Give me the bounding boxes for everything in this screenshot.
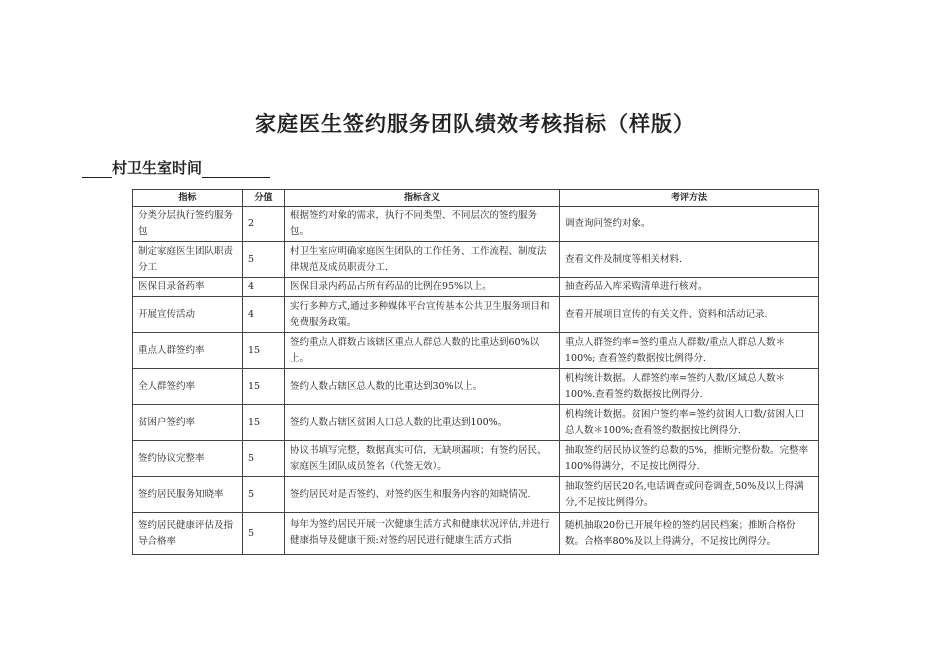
village-label: 村卫生室 [112,159,173,177]
score-cell: 15 [243,405,285,441]
table-row [133,477,819,513]
score-cell: 15 [243,333,285,369]
meaning-cell: 实行多种方式,通过多种媒体平台宣传基本公共卫生服务项目和免费服务政策。 [285,297,560,333]
score-cell: 4 [243,297,285,333]
table-row [133,369,819,405]
table-row [133,513,819,555]
meaning-cell: 签约重点人群数占该辖区重点人群总人数的比重达到60%以上。 [285,333,560,369]
table-row [133,405,819,441]
indicator-cell: 签约居民服务知晓率 [133,477,243,513]
score-cell: 5 [243,513,285,555]
meaning-cell: 签约人数占辖区贫困人口总人数的比重达到100%。 [285,405,560,441]
indicator-cell: 医保目录备药率 [133,278,243,297]
meaning-cell: 签约居民对是否签约、对签约医生和服务内容的知晓情况. [285,477,560,513]
indicator-cell: 制定家庭医生团队职责分工 [133,242,243,278]
method-cell: 调查询问签约对象。 [560,207,819,242]
table-row [133,333,819,369]
assessment-table [132,189,819,555]
method-cell: 随机抽取20份已开展年检的签约居民档案；推断合格份数。合格率80%及以上得满分，不足按比例得分。 [560,513,819,555]
method-cell: 抽查药品入库采购清单进行核对。 [560,278,819,297]
meaning-cell: 协议书填写完整，数据真实可信，无缺项漏项；有签约居民、家庭医生团队成员签名（代签无效）。 [285,441,560,477]
table-row [133,207,819,242]
method-cell: 查看文件及制度等相关材料. [560,242,819,278]
indicator-cell: 分类分层执行签约服务包 [133,207,243,242]
meaning-cell-text: 每年为签约居民开展一次健康生活方式和健康状况评估,并进行健康指导及健康干预:对签约居民进行健康生活方式指 [290,519,550,546]
page-title: 家庭医生签约服务团队绩效考核指标（样版） [255,112,695,136]
table-row [133,441,819,477]
table-row [133,297,819,333]
header-score: 分值 [243,190,285,207]
meaning-cell: 村卫生室应明确家庭医生团队的工作任务、工作流程、制度法律规范及成员职责分工. [285,242,560,278]
meaning-cell: 签约人数占辖区总人数的比重达到30%以上。 [285,369,560,405]
meaning-cell: 医保目录内药品占所有药品的比例在95%以上。 [285,278,560,297]
score-cell: 2 [243,207,285,242]
method-cell: 查看开展项目宣传的有关文件、资料和活动记录. [560,297,819,333]
method-cell: 抽取签约居民20名,电话调查或问卷调查,50%及以上得满分,不足按比例得分。 [560,477,819,513]
table-row [133,278,819,297]
indicator-cell: 签约居民健康评估及指导合格率 [133,513,243,555]
method-cell: 重点人群签约率=签约重点人群数/重点人群总人数＊100%; 查看签约数据按比例得分. [560,333,819,369]
indicator-cell: 全人群签约率 [133,369,243,405]
method-cell: 抽取签约居民协议签约总数的5%，推断完整份数。完整率100%得满分，不足按比例得分. [560,441,819,477]
header-meaning: 指标含义 [285,190,560,207]
score-cell: 5 [243,477,285,513]
table-header-row [133,190,819,207]
score-cell: 15 [243,369,285,405]
score-cell: 5 [243,441,285,477]
indicator-cell: 开展宣传活动 [133,297,243,333]
village-time-line [82,157,270,178]
village-blank [82,161,112,178]
time-label: 时间 [172,159,203,177]
indicator-cell: 重点人群签约率 [133,333,243,369]
time-blank [202,161,270,178]
header-indicator: 指标 [133,190,243,207]
score-cell: 4 [243,278,285,297]
indicator-cell: 签约协议完整率 [133,441,243,477]
indicator-cell: 贫困户签约率 [133,405,243,441]
table-row [133,242,819,278]
header-method: 考评方法 [560,190,819,207]
method-cell: 机构统计数据。人群签约率=签约人数/区域总人数＊100%.查看签约数据按比例得分. [560,369,819,405]
method-cell: 机构统计数据。贫困户签约率=签约贫困人口数/贫困人口总人数＊100%;查看签约数据按比例得分. [560,405,819,441]
meaning-cell [285,513,560,555]
score-cell: 5 [243,242,285,278]
meaning-cell: 根据签约对象的需求，执行不同类型、不同层次的签约服务包。 [285,207,560,242]
